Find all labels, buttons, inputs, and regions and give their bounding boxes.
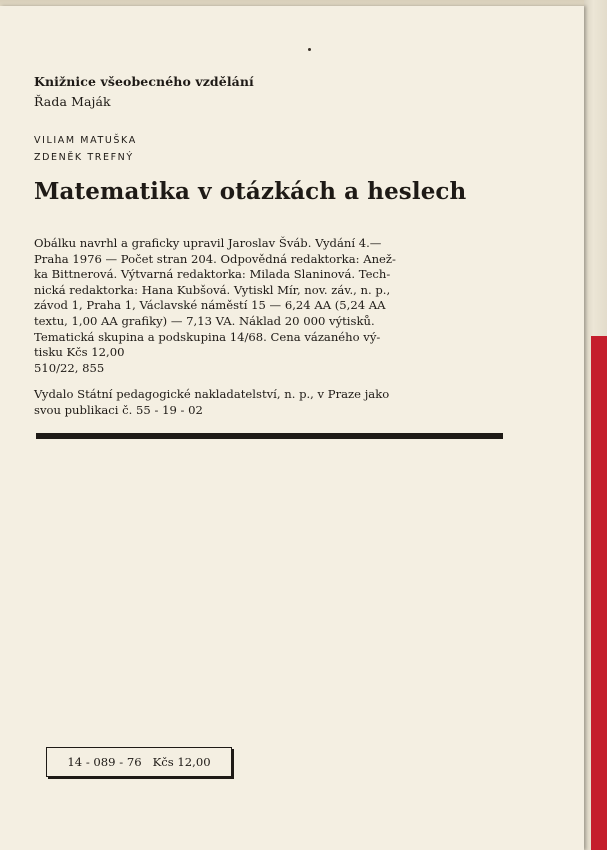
price-code: 14 - 089 - 76 Kčs 12,00 [67,755,211,769]
colophon-line: nická redaktorka: Hana Kubšová. Vytiskl Mír, nov. záv., n. p., [34,282,391,297]
colophon-line: Obálku navrhl a graficky upravil Jaroslav Šváb. Vydání 4.— [34,236,382,250]
colophon-line: Tematická skupina a podskupina 14/68. Cena vázaného vý- [34,329,381,344]
series-library: Knižnice všeobecného vzdělání [34,74,254,89]
series-line: Řada Maják [34,94,111,109]
publisher-note [34,387,389,418]
author-1: VILIAM MATUŠKA [34,135,137,146]
price-code-box [46,747,232,777]
colophon-line: 510/22, 855 [34,360,105,375]
book-title: Matematika v otázkách a heslech [34,178,467,205]
colophon-line: ka Bittnerová. Výtvarná redaktorka: Milada Slaninová. Tech- [34,267,391,282]
colophon-text [34,236,524,376]
colophon-line: závod 1, Praha 1, Václavské náměstí 15 — 6,24 AA (5,24 AA [34,298,386,313]
series-block [34,72,254,112]
red-cover-edge [591,336,607,850]
ink-dot [308,48,311,51]
publisher-line: svou publikaci č. 55 - 19 - 02 [34,402,203,417]
publisher-line: Vydalo Státní pedagogické nakladatelství, n. p., v Praze jako [34,387,390,401]
colophon-line: textu, 1,00 AA grafiky) — 7,13 VA. Náklad 20 000 výtisků. [34,313,375,328]
colophon-line: tisku Kčs 12,00 [34,345,125,360]
author-2: ZDENĚK TREFNÝ [34,152,134,163]
colophon-line: Praha 1976 — Počet stran 204. Odpovědná redaktorka: Anež- [34,251,396,266]
divider-rule [36,433,503,439]
authors-block [34,132,137,166]
